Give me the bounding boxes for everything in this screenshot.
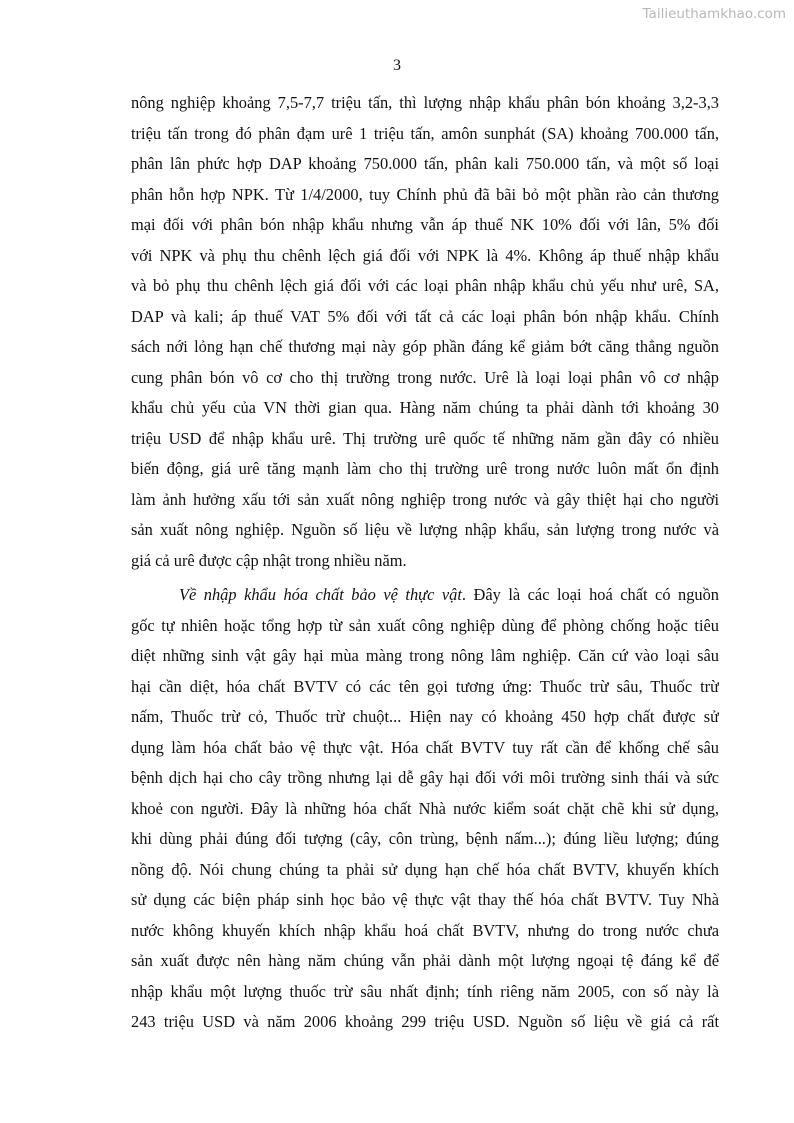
paragraph-1-line: và bỏ phụ thu chênh lệch giá đối với các loại phân nhập khẩu chủ yếu như urê, SA, (131, 276, 719, 295)
paragraph-2-line: diệt những sinh vật gây hại mùa màng trong nông lâm nghiệp. Căn cứ vào loại sâu (131, 646, 719, 665)
paragraph-2-line: hại cần diệt, hóa chất BVTV có các tên gọi tương ứng: Thuốc trừ sâu, Thuốc trừ (131, 676, 719, 696)
paragraph-1-line: mại đối với phân bón nhập khẩu nhưng vẫn áp thuế NK 10% đối với lân, 5% đối (131, 215, 719, 234)
document-body (131, 88, 719, 1038)
watermark: Tailieuthamkhao.com (642, 6, 786, 22)
paragraph-2-line: sản xuất được nên hàng năm chúng vẫn phải dành một lượng ngoại tệ đáng kể để (131, 951, 719, 970)
paragraph-1-line: với NPK và phụ thu chênh lệch giá đối với NPK là 4%. Không áp thuế nhập khẩu (131, 245, 719, 265)
paragraph-1-line: triệu USD để nhập khẩu urê. Thị trường urê quốc tế những năm gần đây có nhiều (131, 428, 719, 448)
paragraph-1 (131, 88, 719, 576)
paragraph-2-line: nhập khẩu một lượng thuốc trừ sâu nhất định; tính riêng năm 2005, con số này là (131, 981, 719, 1001)
paragraph-2-line: khi dùng phải đúng đối tượng (cây, côn trùng, bệnh nấm...); đúng liều lượng; đúng (131, 829, 719, 848)
paragraph-1-line: phân hỗn hợp NPK. Từ 1/4/2000, tuy Chính phủ đã bãi bỏ một phần rào cản thương (131, 184, 719, 204)
paragraph-2-line: nồng độ. Nói chung chúng ta phải sử dụng hạn chế hóa chất BVTV, khuyến khích (131, 859, 719, 879)
paragraph-2-first-line (131, 580, 719, 611)
paragraph-1-line: DAP và kali; áp thuế VAT 5% đối với tất cả các loại phân bón nhập khẩu. Chính (131, 306, 719, 326)
paragraph-2-line: dụng làm hóa chất bảo vệ thực vật. Hóa chất BVTV tuy rất cần để khống chế sâu (131, 737, 719, 757)
paragraph-2-line: nấm, Thuốc trừ cỏ, Thuốc trừ chuột... Hiện nay có khoảng 450 hợp chất được sử (131, 707, 719, 726)
paragraph-2-line: bệnh dịch hại cho cây trồng nhưng lại dễ gây hại đối với môi trường sinh thái và sức (131, 768, 719, 787)
page-number: 3 (393, 57, 401, 74)
paragraph-2 (131, 580, 719, 1038)
paragraph-2-line: sử dụng các biện pháp sinh học bảo vệ thực vật thay thế hóa chất BVTV. Tuy Nhà (131, 890, 719, 909)
section-heading: Về nhập khẩu hóa chất bảo vệ thực vật (179, 585, 462, 604)
paragraph-1-line: biến động, giá urê tăng mạnh làm cho thị trường urê trong nước luôn mất ổn định (131, 459, 719, 478)
paragraph-1-line: sách nới lỏng hạn chế thương mại này góp phần đáng kể giảm bớt căng thẳng nguồn (131, 337, 719, 356)
paragraph-1-line: nông nghiệp khoảng 7,5-7,7 triệu tấn, thì lượng nhập khẩu phân bón khoảng 3,2-3,3 (131, 93, 719, 112)
paragraph-1-line: cung phân bón vô cơ cho thị trường trong nước. Urê là loại loại phân vô cơ nhập (131, 367, 719, 387)
paragraph-1-line: làm ảnh hưởng xấu tới sản xuất nông nghiệp trong nước và gây thiệt hại cho người (131, 489, 719, 509)
section-heading-continuation: . Đây là các loại hoá chất có nguồn (461, 585, 719, 604)
paragraph-2-line: 243 triệu USD và năm 2006 khoảng 299 triệu USD. Nguồn số liệu về giá cả rất (131, 1012, 719, 1031)
paragraph-1-line: giá cả urê được cập nhật trong nhiều năm. (131, 550, 407, 570)
paragraph-1-line: sản xuất nông nghiệp. Nguồn số liệu về lượng nhập khẩu, sản lượng trong nước và (131, 520, 719, 539)
paragraph-2-line: khoẻ con người. Đây là những hóa chất Nhà nước kiểm soát chặt chẽ khi sử dụng, (131, 798, 719, 818)
paragraph-2-line: nước không khuyến khích nhập khẩu hoá chất BVTV, nhưng do trong nước chưa (131, 920, 719, 940)
paragraph-1-line: khẩu chủ yếu của VN thời gian qua. Hàng năm chúng ta phải dành tới khoảng 30 (131, 398, 719, 417)
paragraph-2-line: gốc tự nhiên hoặc tổng hợp từ sản xuất công nghiệp dùng để phòng chống hoặc tiêu (131, 615, 719, 635)
paragraph-1-line: triệu tấn trong đó phân đạm urê 1 triệu tấn, amôn sunphát (SA) khoảng 700.000 tấn, (131, 123, 719, 143)
paragraph-1-line: phân lân phức hợp DAP khoảng 750.000 tấn, phân kali 750.000 tấn, và một số loại (131, 154, 719, 173)
